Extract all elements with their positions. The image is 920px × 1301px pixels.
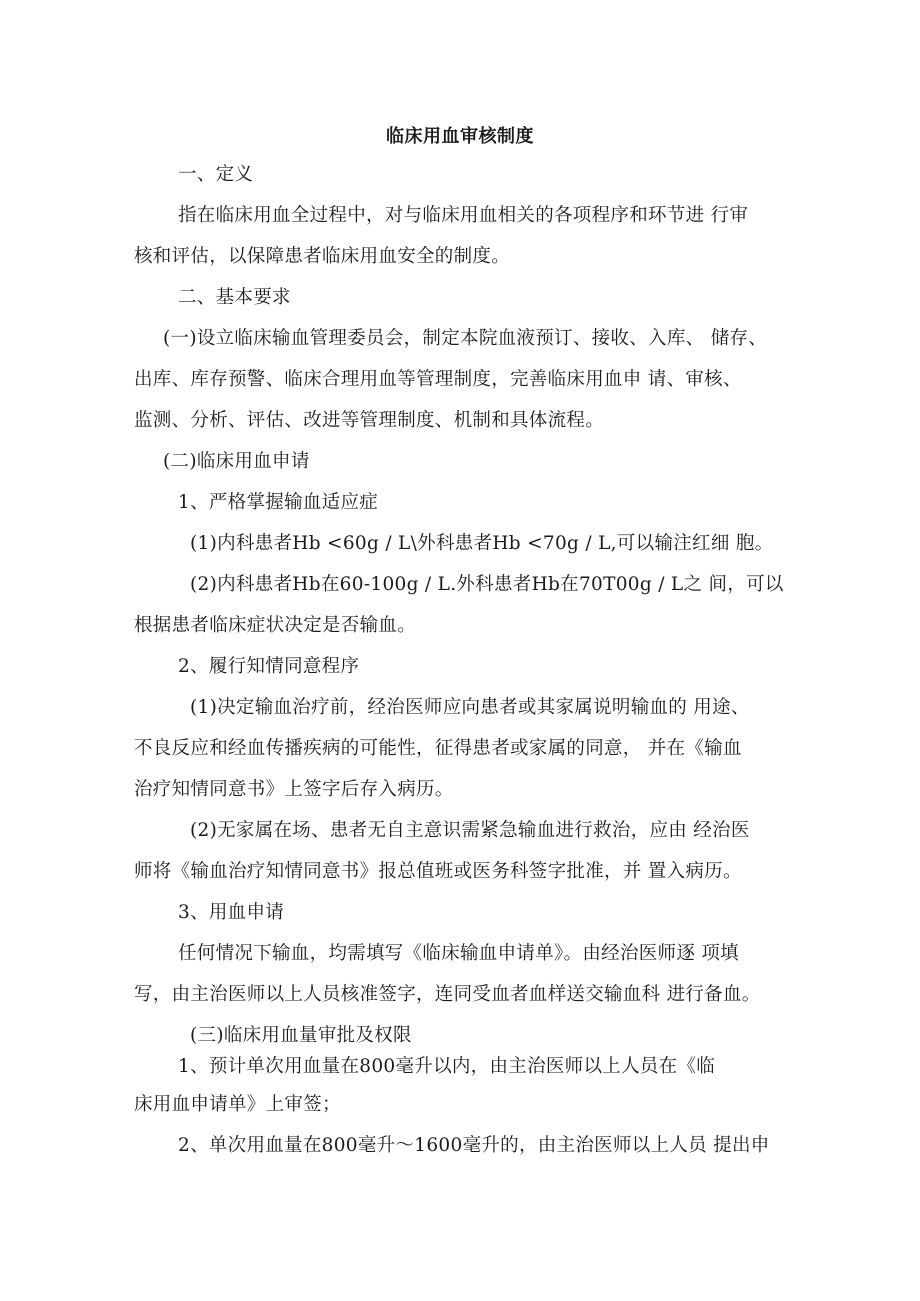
list-item: 2、单次用血量在800毫升～1600毫升的，由主治医师以上人员 提出申 <box>178 1135 770 1156</box>
section-heading-basic-requirements: 二、基本要求 <box>178 287 291 308</box>
paragraph-line: 不良反应和经血传播疾病的可能性，征得患者或家属的同意， 并在《输血 <box>134 738 742 759</box>
list-item: 3、用血申请 <box>178 902 285 923</box>
paragraph-line: 根据患者临床症状决定是否输血。 <box>134 615 417 636</box>
paragraph-line: 监测、分析、评估、改进等管理制度、机制和具体流程。 <box>134 410 605 431</box>
paragraph-line: 写，由主治医师以上人员核准签字，连同受血者血样送交输血科 进行备血。 <box>134 984 761 1005</box>
paragraph-line: 治疗知情同意书》上签字后存入病历。 <box>134 779 454 800</box>
section-heading-definition: 一、定义 <box>178 164 254 185</box>
paragraph-line: 指在临床用血全过程中，对与临床用血相关的各项程序和环节进 行审 <box>178 205 749 226</box>
paragraph-line: (一)设立临床输血管理委员会，制定本院血液预订、接收、入库、 储存、 <box>163 328 768 349</box>
subsection-heading: (三)临床用血量审批及权限 <box>190 1025 412 1046</box>
list-item: 1、预计单次用血量在800毫升以内，由主治医师以上人员在《临 <box>178 1056 716 1077</box>
document-title: 临床用血审核制度 <box>386 126 534 147</box>
list-item: 2、履行知情同意程序 <box>178 656 360 677</box>
paragraph-line: 师将《输血治疗知情同意书》报总值班或医务科签字批准，并 置入病历。 <box>134 861 742 882</box>
list-item: (1)内科患者Hb <60g / L\外科患者Hb <70g / L,可以输注红细 胞。 <box>190 533 774 554</box>
subsection-heading: (二)临床用血申请 <box>163 451 310 472</box>
list-item: (2)内科患者Hb在60-100g / L.外科患者Hb在70T00g / L之 间，可以 <box>190 574 784 595</box>
paragraph-line: 任何情况下输血，均需填写《临床输血申请单》。由经治医师逐 项填 <box>178 943 739 964</box>
list-item: (1)决定输血治疗前，经治医师应向患者或其家属说明输血的 用途、 <box>190 697 750 718</box>
paragraph-line: 核和评估，以保障患者临床用血安全的制度。 <box>134 246 511 267</box>
paragraph-line: 床用血申请单》上审签； <box>134 1094 341 1115</box>
list-item: (2)无家属在场、患者无自主意识需紧急输血进行救治，应由 经治医 <box>190 820 750 841</box>
list-item: 1、严格掌握输血适应症 <box>178 492 379 513</box>
paragraph-line: 出库、库存预警、临床合理用血等管理制度，完善临床用血申 请、审核、 <box>134 369 742 390</box>
